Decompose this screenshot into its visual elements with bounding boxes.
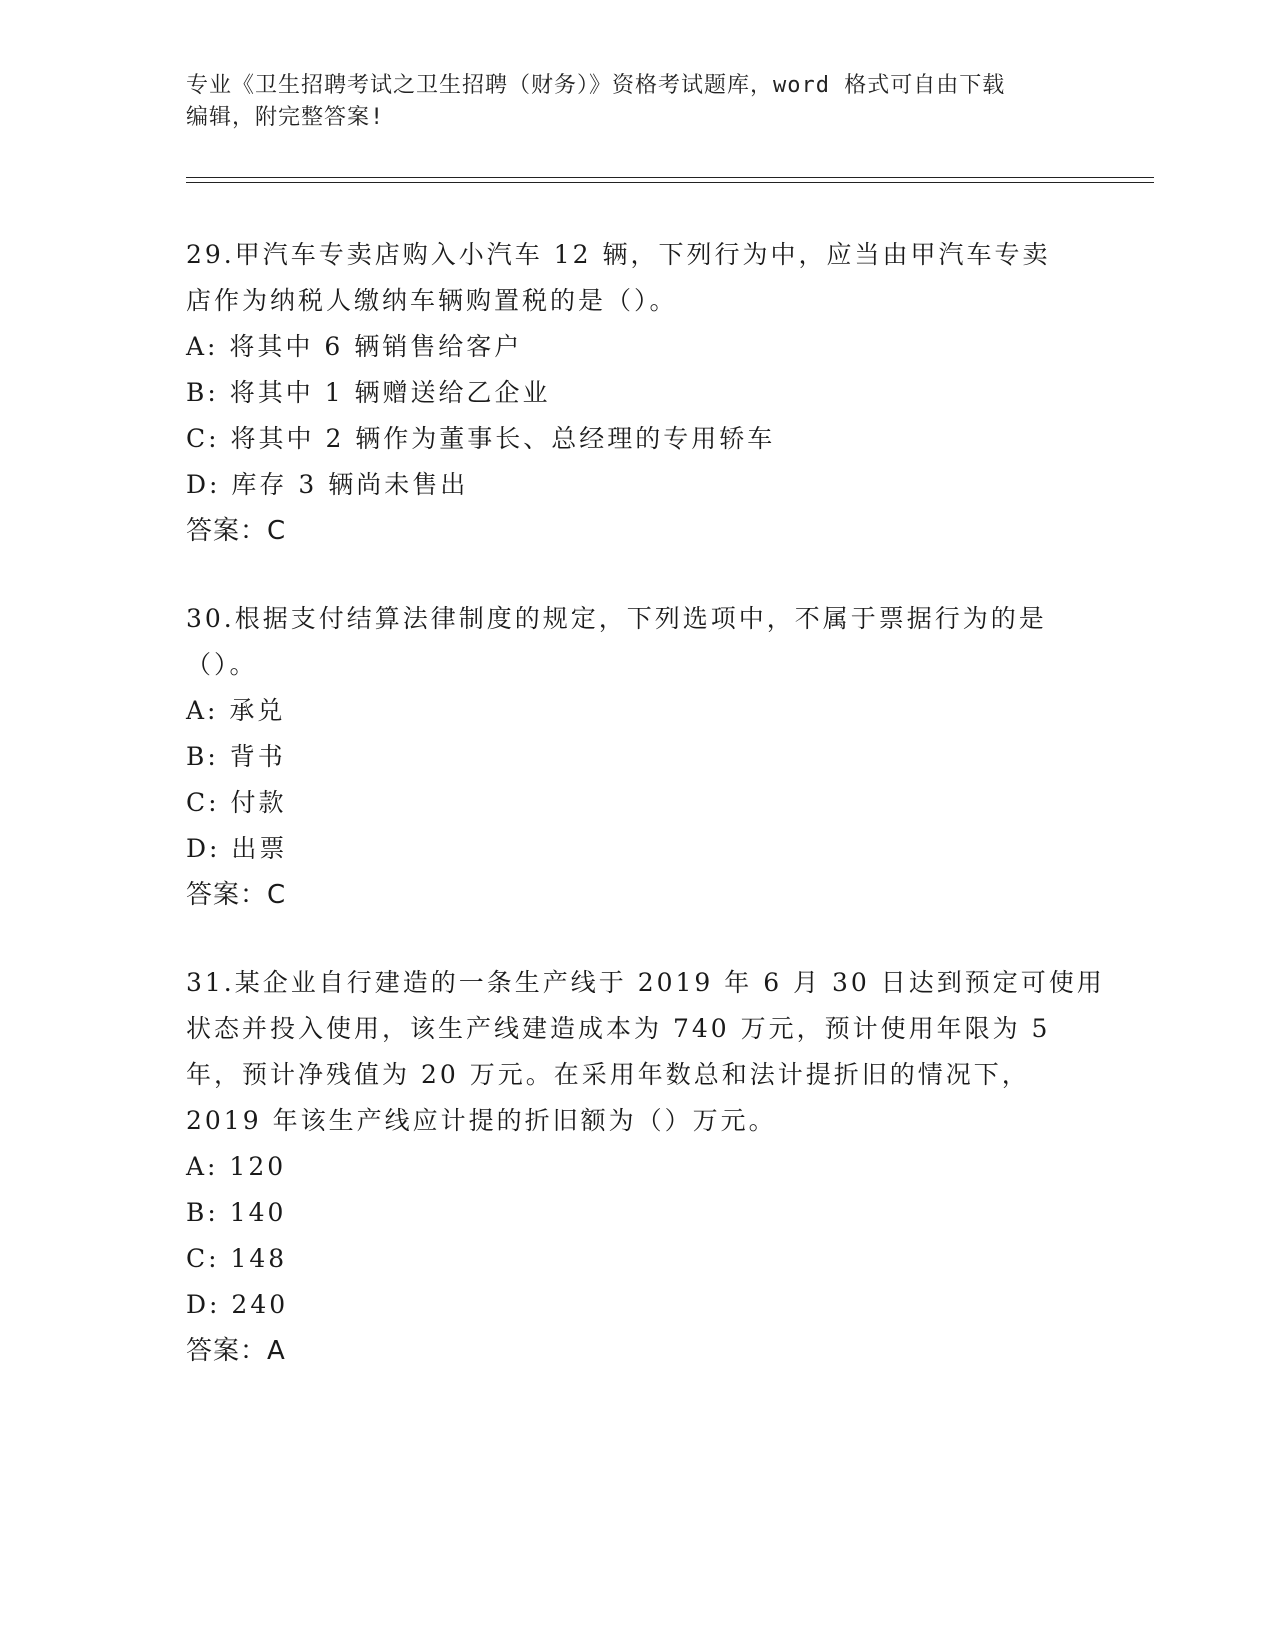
option-c: C: 付款 [186, 788, 287, 817]
header-line-1: 专业《卫生招聘考试之卫生招聘（财务）》资格考试题库，word 格式可自由下载 [186, 73, 1006, 98]
option-a: A: 承兑 [186, 696, 286, 725]
option-d: D: 240 [186, 1290, 289, 1319]
option-b: B: 背书 [186, 742, 286, 771]
question-text-line: 31.某企业自行建造的一条生产线于 2019 年 6 月 30 日达到预定可使用 [186, 968, 1105, 997]
option-b: B: 将其中 1 辆赠送给乙企业 [186, 378, 551, 407]
question-text-line: （）。 [186, 650, 258, 679]
question-30 [186, 596, 1086, 918]
answer-text: 答案：A [186, 1336, 286, 1366]
question-31 [186, 960, 1105, 1374]
option-c: C: 将其中 2 辆作为董事长、总经理的专用轿车 [186, 424, 776, 453]
option-a: A: 将其中 6 辆销售给客户 [186, 332, 523, 361]
question-text-line: 状态并投入使用，该生产线建造成本为 740 万元，预计使用年限为 5 [186, 1014, 1051, 1043]
option-d: D: 出票 [186, 834, 288, 863]
answer-text: 答案：C [186, 880, 287, 910]
option-b: B: 140 [186, 1198, 287, 1227]
question-text-line: 2019 年该生产线应计提的折旧额为（）万元。 [186, 1106, 777, 1135]
question-29 [186, 232, 1086, 554]
question-text-line: 30.根据支付结算法律制度的规定，下列选项中，不属于票据行为的是 [186, 604, 1047, 633]
header-divider-bottom [186, 182, 1154, 183]
header-divider-top [186, 177, 1154, 178]
option-d: D: 库存 3 辆尚未售出 [186, 470, 469, 499]
answer-text: 答案：C [186, 516, 287, 546]
question-text-line: 店作为纳税人缴纳车辆购置税的是（）。 [186, 286, 678, 315]
question-text-line: 29.甲汽车专卖店购入小汽车 12 辆，下列行为中，应当由甲汽车专卖 [186, 240, 1051, 269]
question-text-line: 年，预计净残值为 20 万元。在采用年数总和法计提折旧的情况下， [186, 1060, 1030, 1089]
option-c: C: 148 [186, 1244, 288, 1273]
header-line-2: 编辑，附完整答案! [186, 105, 385, 130]
option-a: A: 120 [186, 1152, 287, 1181]
document-header [186, 70, 1086, 134]
